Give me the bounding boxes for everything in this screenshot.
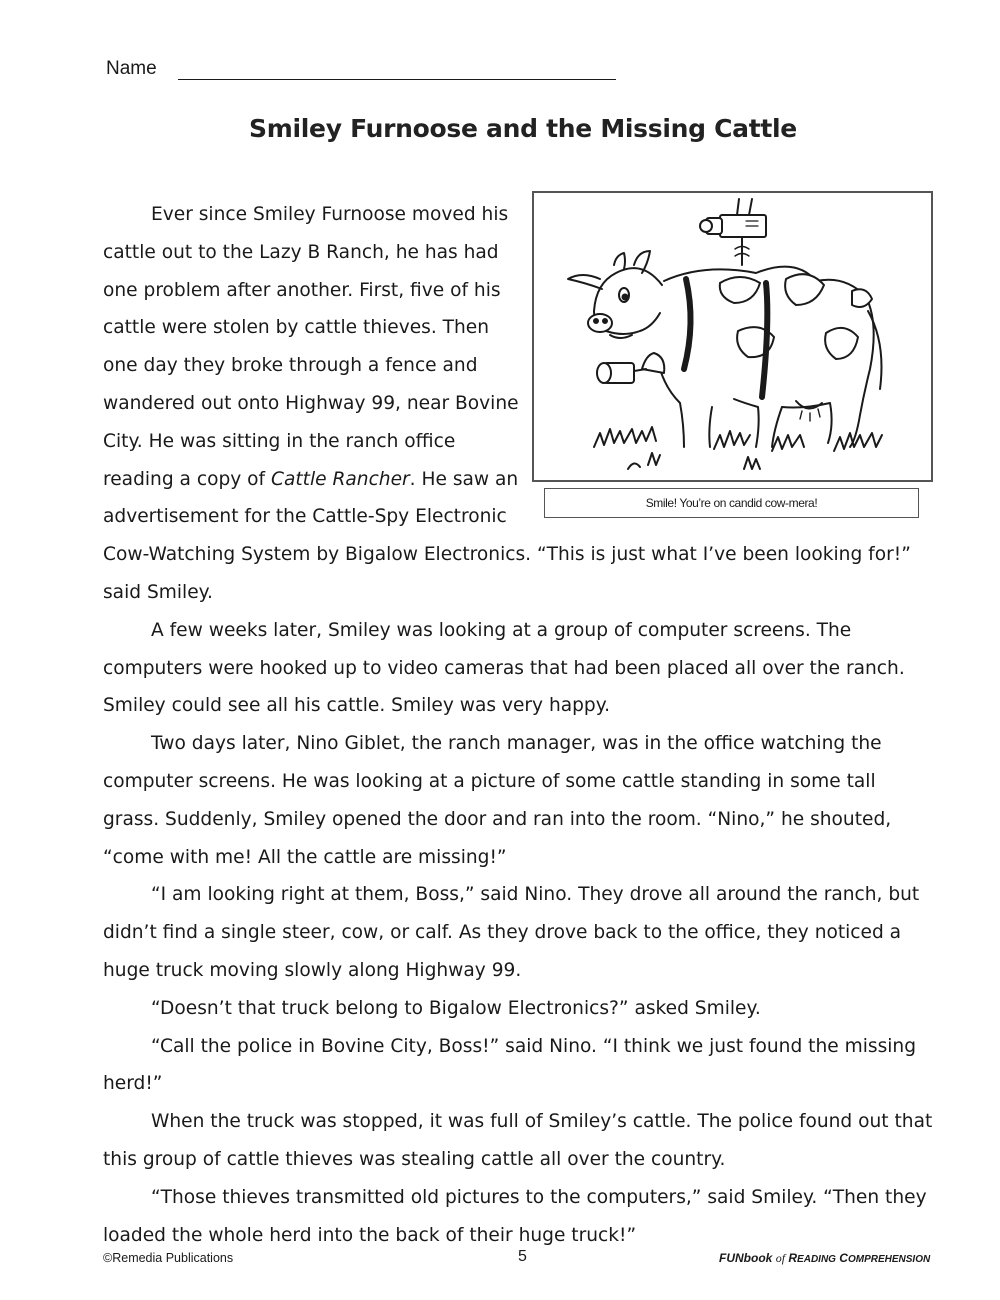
name-label: Name — [106, 58, 157, 79]
story-illustration — [532, 191, 933, 531]
story-paragraph-8: “Those thieves transmitted old pictures to the computers,” said Smiley. “Then they loaded the whole herd into the back of their huge truck!” — [103, 1186, 927, 1246]
story-paragraph-5: “Doesn’t that truck belong to Bigalow Electronics?” asked Smiley. — [151, 997, 761, 1019]
story-paragraph-4: “I am looking right at them, Boss,” said Nino. They drove all around the ranch, but didn’t find a single steer, cow, or calf. As they drove back to the office, they noticed a huge truck moving slowly along Highway 99. — [103, 884, 920, 981]
story-paragraph-1: Ever since Smiley Furnoose moved his cattle out to the Lazy B Ranch, he has had one problem after another. First, five of his cattle were stolen by cattle thieves. Then one day they broke through a fence and wandered out onto Highway 99, near Bovine City. He was sitting in the ranch office reading a copy of Cattle Rancher. He saw an advertisement for the Cattle-Spy Electronic Cow-Watching System by Bigalow Electronics. “This is just what I’ve been looking for!” said Smiley. — [103, 204, 911, 603]
story-paragraph-2: A few weeks later, Smiley was looking at a group of computer screens. The computers were hooked up to video cameras that had been placed all over the ranch. Smiley could see all his cattle. Smiley was very happy. — [103, 619, 905, 717]
story-paragraph-3: Two days later, Nino Giblet, the ranch manager, was in the office watching the computer screens. He was looking at a picture of some cattle standing in some tall grass. Suddenly, Smiley opened the door and ran into the room. “Nino,” he shouted, “come with me! All the cattle are missing!” — [103, 733, 892, 868]
story-title: Smiley Furnoose and the Missing Cattle — [249, 114, 797, 143]
publisher-credit: ©Remedia Publications — [103, 1251, 234, 1265]
page-number: 5 — [518, 1248, 527, 1265]
book-series-title: FUNbook of READING COMPREHENSION — [719, 1251, 931, 1265]
cow-with-camera-icon — [534, 193, 931, 480]
story-paragraph-7: When the truck was stopped, it was full of Smiley’s cattle. The police found out that this group of cattle thieves was stealing cattle all over the country. — [103, 1111, 933, 1170]
magazine-title: Cattle Rancher — [271, 468, 410, 490]
story-paragraph-6: “Call the police in Bovine City, Boss!” said Nino. “I think we just found the missing herd!” — [103, 1035, 917, 1095]
name-write-line — [178, 79, 616, 80]
illustration-caption: Smile! You’re on candid cow-mera! — [544, 488, 919, 518]
